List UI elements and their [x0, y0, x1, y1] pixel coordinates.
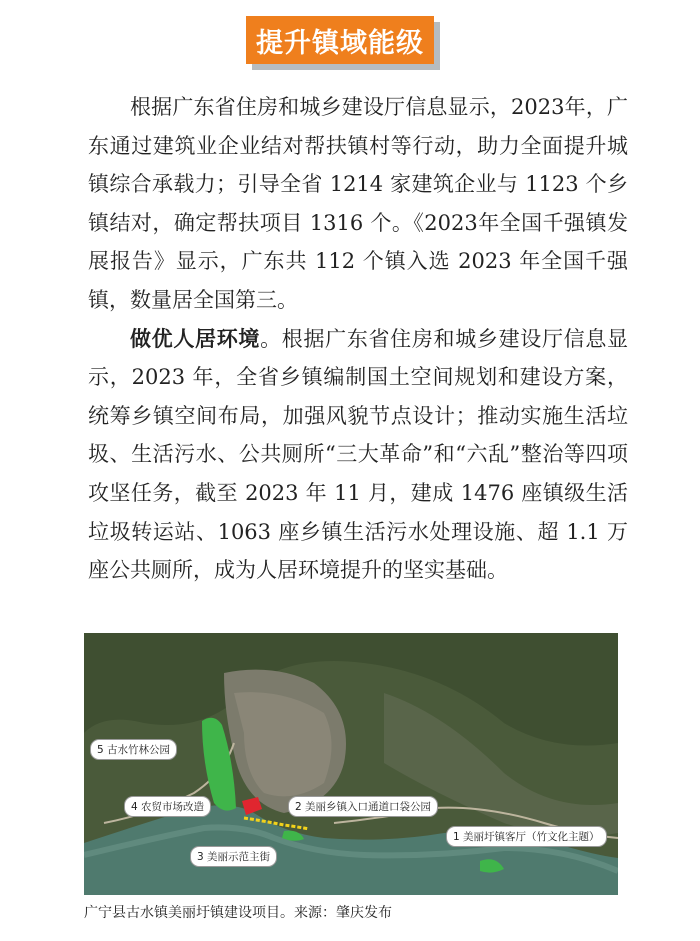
map-label-5: 5 古水竹林公园 — [90, 739, 177, 760]
paragraph-2-lead: 做优人居环境 — [130, 325, 261, 351]
title-banner — [246, 16, 434, 64]
aerial-map-image — [84, 633, 618, 895]
map-label-2: 2 美丽乡镇入口通道口袋公园 — [288, 796, 438, 817]
section-title — [246, 16, 440, 70]
aerial-map-graphic — [84, 633, 618, 895]
paragraph-2-rest: 。根据广东省住房和城乡建设厅信息显示，2023 年，全省乡镇编制国土空间规划和建设方案，统筹乡镇空间布局，加强风貌节点设计；推动实施生活垃圾、生活污水、公共厕所“三大革命”和“六乱”整治等四项攻坚任务，截至 2023 年 11 月，建成 1476 座镇级生活垃圾转运站、1063 座乡镇生活污水处理设施、超 1.1 万座公共厕所，成为人居环境提升的坚实基础。 — [88, 326, 629, 583]
map-label-3: 3 美丽示范主街 — [190, 846, 277, 867]
paragraph-2 — [88, 320, 628, 590]
map-label-4: 4 农贸市场改造 — [124, 796, 211, 817]
article-body — [88, 88, 628, 590]
title-text: 提升镇域能级 — [256, 27, 424, 59]
image-caption: 广宁县古水镇美丽圩镇建设项目。来源：肇庆发布 — [84, 905, 392, 921]
map-label-1: 1 美丽圩镇客厅（竹文化主题） — [446, 826, 607, 847]
paragraph-1: 根据广东省住房和城乡建设厅信息显示，2023年，广东通过建筑业企业结对帮扶镇村等行动，助力全面提升城镇综合承载力；引导全省 1214 家建筑企业与 1123 个乡镇结对，确定帮扶项目 1316 个。《2023年全国千强镇发展报告》显示，广东共 112 个镇入选 2023 年全国千强镇，数量居全国第三。 — [88, 95, 628, 312]
